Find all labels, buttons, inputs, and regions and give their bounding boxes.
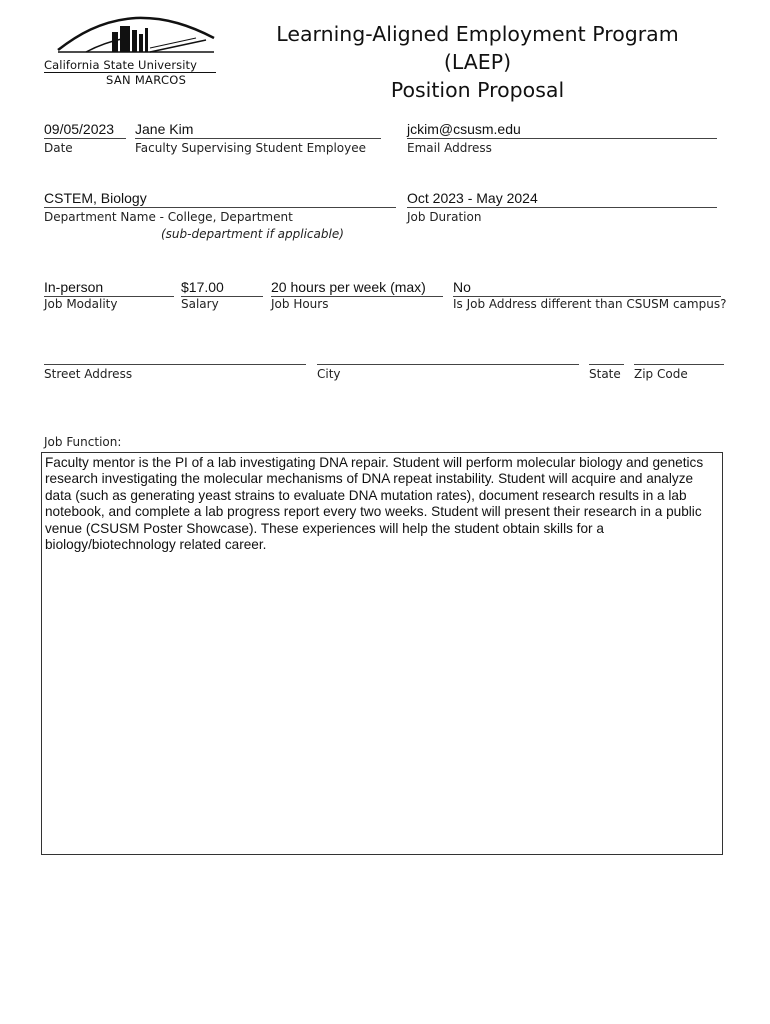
job-function-textarea[interactable]: Faculty mentor is the PI of a lab investigating DNA repair. Student will perform molecular biology and genetics research investigating the molecular mechanisms of DNA repeat instability. Student will acquire and analyze data (such as generating yeast strains to evaluate DNA mutation rates), document research results in a lab notebook, and complete a lab progress report every two weeks. Student will present their research in a public venue (CSUSM Poster Showcase). These experiences will help the student obtain skills for a biology/biotechnology related career.: [41, 452, 723, 855]
modality-field[interactable]: In-person: [44, 279, 174, 297]
department-label: Department Name - College, Department: [44, 210, 293, 224]
department-sublabel: (sub-department if applicable): [161, 227, 344, 241]
job-function-label: Job Function:: [44, 435, 122, 449]
hours-label: Job Hours: [271, 297, 329, 311]
street-address-label: Street Address: [44, 367, 133, 381]
address-different-label: Is Job Address different than CSUSM campus?: [453, 297, 727, 311]
salary-label: Salary: [181, 297, 219, 311]
date-label: Date: [44, 141, 73, 155]
date-field[interactable]: 09/05/2023: [44, 121, 126, 139]
email-field[interactable]: jckim@csusm.edu: [407, 121, 717, 139]
title-line-1: Learning-Aligned Employment Program (LAEP): [276, 22, 679, 74]
modality-label: Job Modality: [44, 297, 118, 311]
zip-code-field[interactable]: [634, 349, 724, 365]
salary-field[interactable]: $17.00: [181, 279, 263, 297]
campus-skyline-icon: [56, 14, 216, 56]
supervisor-field[interactable]: Jane Kim: [135, 121, 381, 139]
email-label: Email Address: [407, 141, 492, 155]
zip-code-label: Zip Code: [634, 367, 688, 381]
street-address-field[interactable]: [44, 349, 306, 365]
city-field[interactable]: [317, 349, 579, 365]
university-logo: [42, 14, 222, 88]
duration-field[interactable]: Oct 2023 - May 2024: [407, 190, 717, 208]
logo-campus-name: SAN MARCOS: [106, 73, 187, 87]
state-field[interactable]: [589, 349, 624, 365]
title-line-2: Position Proposal: [390, 78, 565, 102]
duration-label: Job Duration: [407, 210, 482, 224]
hours-field[interactable]: 20 hours per week (max): [271, 279, 443, 297]
supervisor-label: Faculty Supervising Student Employee: [135, 141, 367, 155]
city-label: City: [317, 367, 341, 381]
logo-university-name: California State University: [44, 58, 198, 72]
department-field[interactable]: CSTEM, Biology: [44, 190, 396, 208]
page-title: [250, 20, 705, 104]
address-different-field[interactable]: No: [453, 279, 721, 297]
state-label: State: [589, 367, 621, 381]
